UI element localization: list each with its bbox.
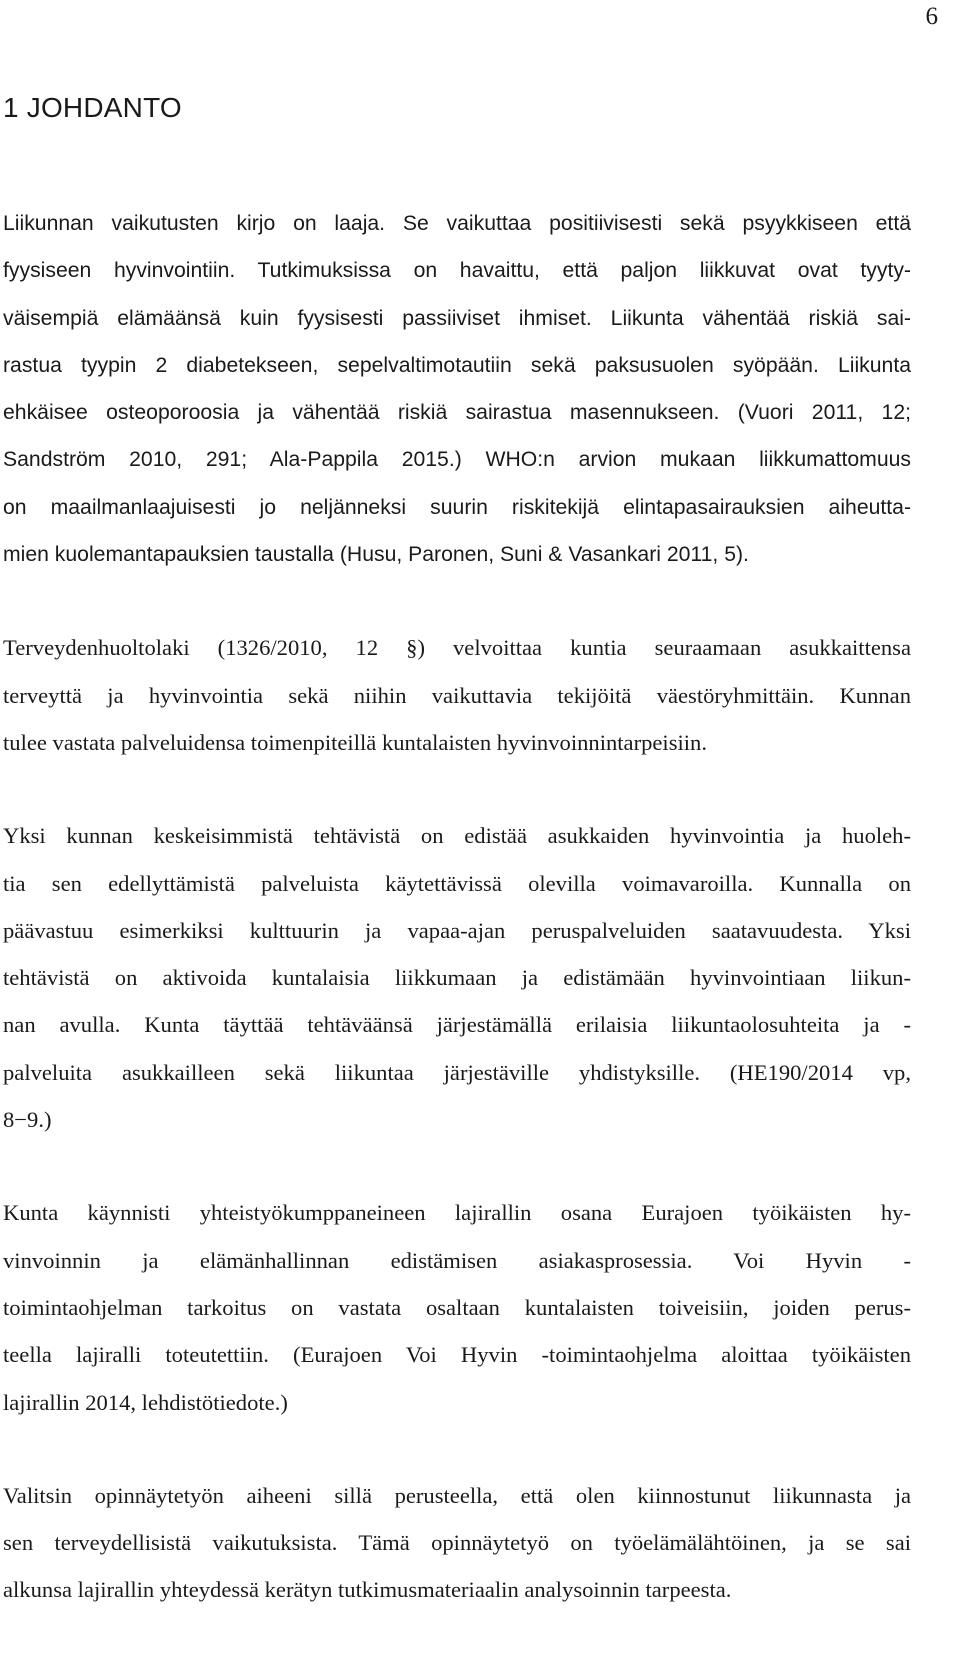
text-line: on maailmanlaajuisesti jo neljänneksi suurin riskitekijä elintapasairauksien aiheutta-	[3, 495, 911, 519]
text-line: toimintaohjelman tarkoitus on vastata osaltaan kuntalaisten toiveisiin, joiden perus-	[3, 1294, 911, 1320]
paragraph-3	[3, 812, 911, 1143]
text-line: mien kuolemantapauksien taustalla (Husu, Paronen, Suni & Vasankari 2011, 5).	[3, 543, 749, 567]
text-line: tulee vastata palveluidensa toimenpiteillä kuntalaisten hyvinvoinnintarpeisiin.	[3, 729, 707, 755]
text-line: vinvoinnin ja elämänhallinnan edistämisen asiakasprosessia. Voi Hyvin -	[3, 1247, 911, 1273]
text-line: lajirallin 2014, lehdistötiedote.)	[3, 1389, 288, 1415]
paragraph-4	[3, 1189, 911, 1425]
text-line: teella lajiralli toteutettiin. (Eurajoen Voi Hyvin -toimintaohjelma aloittaa työikäisten	[3, 1342, 911, 1368]
text-line: Terveydenhuoltolaki (1326/2010, 12 §) velvoittaa kuntia seuraamaan asukkaittensa	[3, 635, 911, 661]
paragraph-1	[3, 200, 911, 578]
paragraph-2	[3, 624, 911, 766]
text-line: Liikunnan vaikutusten kirjo on laaja. Se vaikuttaa positiivisesti sekä psyykkiseen että	[3, 212, 911, 235]
text-line: päävastuu esimerkiksi kulttuurin ja vapaa-ajan peruspalveluiden saatavuudesta. Yksi	[3, 917, 911, 943]
text-line: palveluita asukkailleen sekä liikuntaa järjestäville yhdistyksille. (HE190/2014 vp,	[3, 1059, 911, 1085]
body-text	[3, 200, 911, 1661]
text-line: 8−9.)	[3, 1107, 52, 1133]
text-line: ehkäisee osteoporoosia ja vähentää riskiä sairastua masennukseen. (Vuori 2011, 12;	[3, 401, 911, 425]
text-line: alkunsa lajirallin yhteydessä kerätyn tutkimusmateriaalin analysoinnin tarpeesta.	[3, 1577, 732, 1603]
text-line: Sandström 2010, 291; Ala-Pappila 2015.) WHO:n arvion mukaan liikkumattomuus	[3, 448, 911, 472]
text-line: rastua tyypin 2 diabetekseen, sepelvaltimotautiin sekä paksusuolen syöpään. Liikunta	[3, 353, 911, 377]
text-line: tehtävistä on aktivoida kuntalaisia liikkumaan ja edistämään hyvinvointiaan liikun-	[3, 965, 911, 991]
chapter-heading: 1 JOHDANTO	[3, 92, 182, 123]
text-line: väisempiä elämäänsä kuin fyysisesti passiiviset ihmiset. Liikunta vähentää riskiä sai-	[3, 306, 911, 330]
text-line: Yksi kunnan keskeisimmistä tehtävistä on edistää asukkaiden hyvinvointia ja huoleh-	[3, 823, 911, 849]
paragraph-5	[3, 1472, 911, 1614]
text-line: sen terveydellisistä vaikutuksista. Tämä opinnäytetyö on työelämälähtöinen, ja se sai	[3, 1530, 911, 1556]
text-line: fyysiseen hyvinvointiin. Tutkimuksissa on havaittu, että paljon liikkuvat ovat tyyty-	[3, 259, 911, 283]
page-number: 6	[925, 3, 938, 30]
text-line: Valitsin opinnäytetyön aiheeni sillä perusteella, että olen kiinnostunut liikunnasta ja	[3, 1482, 911, 1508]
text-line: nan avulla. Kunta täyttää tehtäväänsä järjestämällä erilaisia liikuntaolosuhteita ja -	[3, 1012, 911, 1038]
text-line: Kunta käynnisti yhteistyökumppaneineen lajirallin osana Eurajoen työikäisten hy-	[3, 1200, 911, 1226]
text-line: terveyttä ja hyvinvointia sekä niihin vaikuttavia tekijöitä väestöryhmittäin. Kunnan	[3, 682, 911, 708]
text-line: tia sen edellyttämistä palveluista käytettävissä olevilla voimavaroilla. Kunnalla on	[3, 870, 911, 896]
